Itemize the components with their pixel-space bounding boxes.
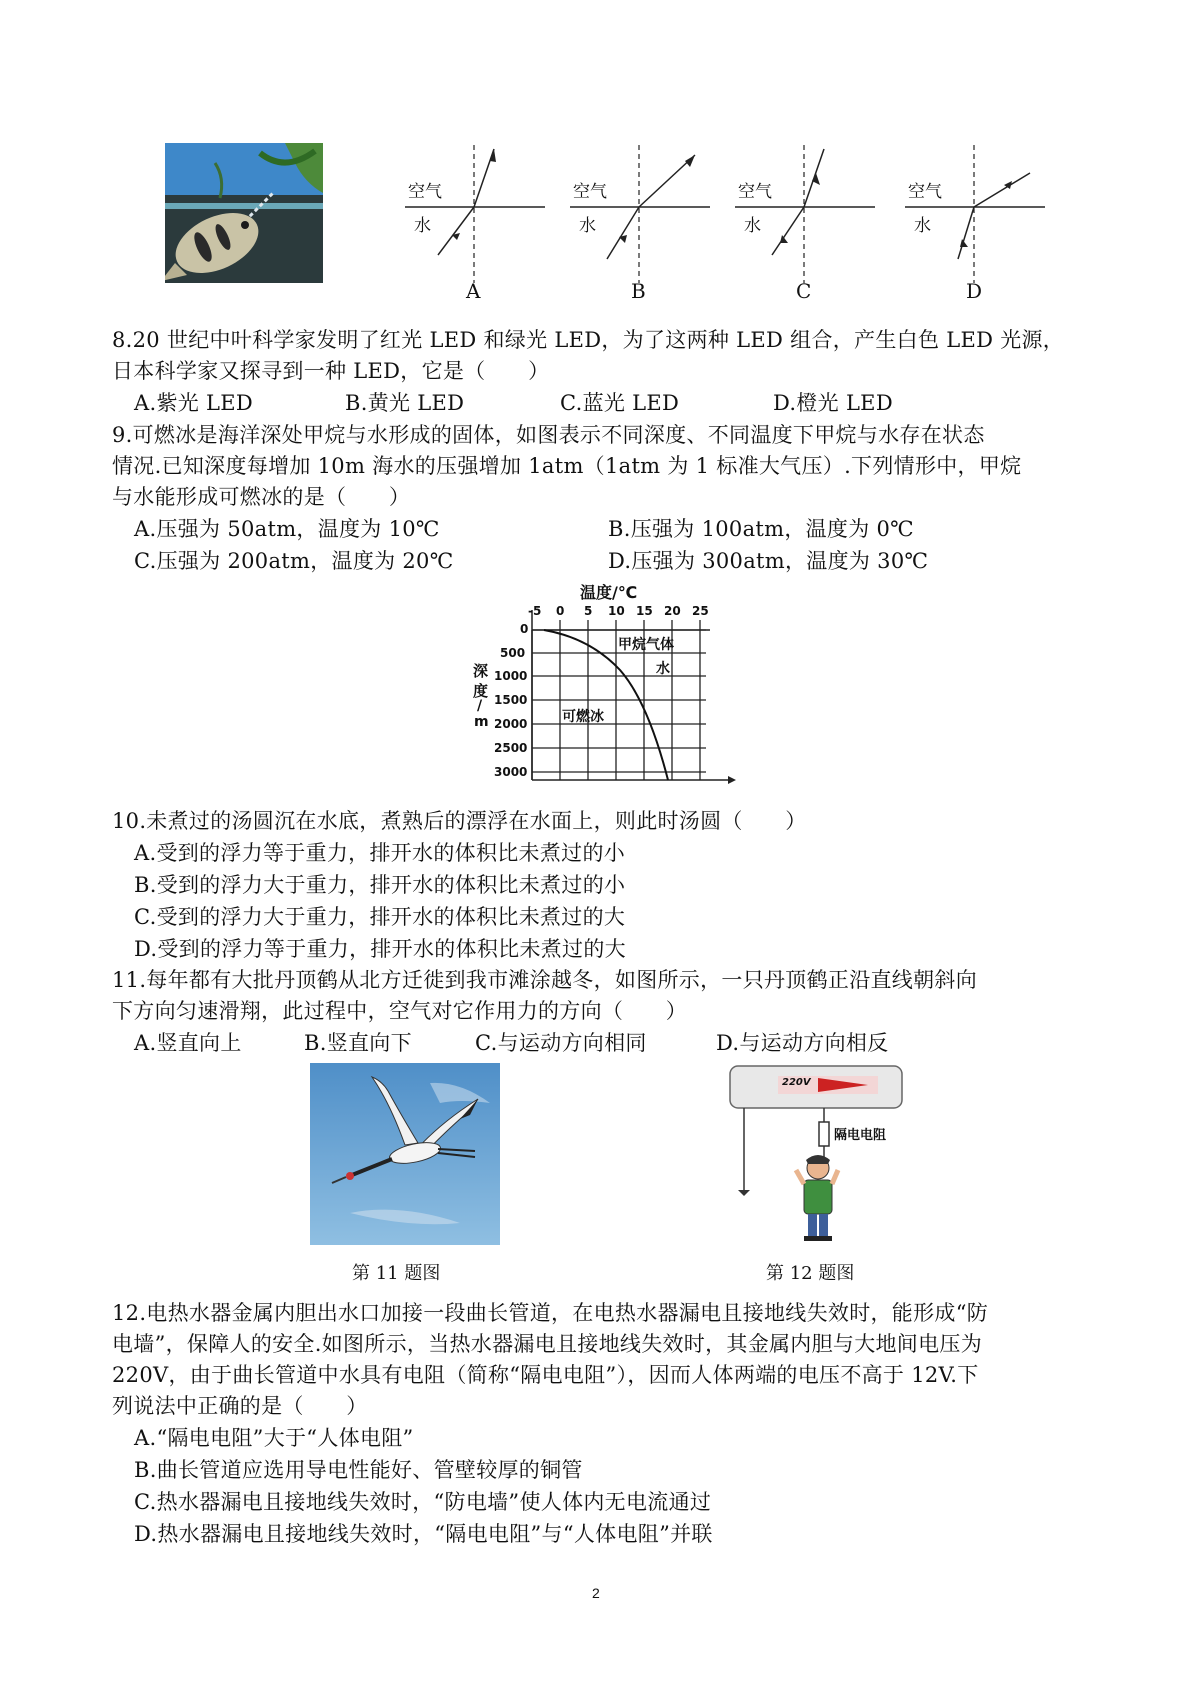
q9-option-b: B.压强为 100atm，温度为 0℃ [608, 517, 914, 541]
q8-option-b: B.黄光 LED [345, 391, 465, 415]
q9-stem-line2: 情况.已知深度每增加 10m 海水的压强增加 1atm（1atm 为 1 标准大气压）.下列情形中，甲烷 [112, 454, 1022, 478]
q8-stem-line2: 日本科学家又探寻到一种 LED，它是（ ） [112, 359, 550, 383]
q12-figure-caption: 第 12 题图 [766, 1263, 855, 1284]
q10-stem: 10.未煮过的汤圆沉在水底，煮熟后的漂浮在水面上，则此时汤圆（ ） [112, 809, 807, 833]
water-label: 水 [579, 216, 596, 236]
option-label-d: D [966, 279, 983, 303]
q8-stem-line1: 8.20 世纪中叶科学家发明了红光 LED 和绿光 LED，为了这两种 LED 组合，产生白色 LED 光源， [112, 328, 1065, 352]
y-title-char: 深 [473, 662, 489, 680]
option-label-c: C [796, 279, 812, 303]
y-tick: 1000 [494, 669, 528, 683]
q9-stem-line1: 9.可燃冰是海洋深处甲烷与水形成的固体，如图表示不同深度、不同温度下甲烷与水存在状态 [112, 423, 985, 447]
archerfish-photo [165, 143, 323, 283]
x-tick: 10 [608, 604, 625, 618]
region-gas-label: 甲烷气体 [618, 637, 674, 653]
option-label-b: B [631, 279, 646, 303]
q9-option-d: D.压强为 300atm，温度为 30℃ [608, 549, 929, 573]
air-label: 空气 [573, 182, 607, 202]
water-label: 水 [744, 216, 761, 236]
y-tick: 2500 [494, 741, 528, 755]
region-ice-label: 可燃冰 [562, 709, 604, 725]
q10-option-b: B.受到的浮力大于重力，排开水的体积比未煮过的小 [134, 873, 626, 897]
q12-stem-line1: 12.电热水器金属内胆出水口加接一段曲长管道，在电热水器漏电且接地线失效时，能形成“防 [112, 1301, 989, 1325]
q11-stem-line2: 下方向匀速滑翔，此过程中，空气对它作用力的方向（ ） [112, 999, 688, 1023]
air-label: 空气 [738, 182, 772, 202]
q11-stem-line1: 11.每年都有大批丹顶鹤从北方迁徙到我市滩涂越冬，如图所示，一只丹顶鹤正沿直线朝斜向 [112, 968, 977, 992]
hydrate-phase-graph [470, 580, 740, 790]
air-label: 空气 [408, 182, 442, 202]
water-label: 水 [414, 216, 431, 236]
option-label-a: A [466, 279, 481, 303]
page-number: 2 [592, 1585, 600, 1601]
q12-option-b: B.曲长管道应选用导电性能好、管壁较厚的铜管 [134, 1458, 583, 1482]
q11-option-d: D.与运动方向相反 [716, 1031, 889, 1055]
q12-option-d: D.热水器漏电且接地线失效时，“隔电电阻”与“人体电阻”并联 [134, 1522, 713, 1546]
refraction-option-c [730, 143, 880, 303]
y-title-char: m [474, 714, 489, 730]
x-tick: 15 [636, 604, 653, 618]
heater-voltage-label: 220V [782, 1077, 811, 1088]
q12-stem-line4: 列说法中正确的是（ ） [112, 1394, 368, 1418]
x-tick: 5 [584, 604, 593, 618]
q12-stem-line2: 电墙”，保障人的安全.如图所示，当热水器漏电且接地线失效时，其金属内胆与大地间电压为 [112, 1332, 983, 1356]
refraction-option-d [900, 143, 1050, 303]
y-tick: 0 [520, 622, 529, 636]
crane-photo [310, 1063, 500, 1245]
y-tick: 1500 [494, 693, 528, 707]
q9-option-a: A.压强为 50atm，温度为 10℃ [134, 517, 440, 541]
q8-option-d: D.橙光 LED [773, 391, 893, 415]
y-tick: 500 [500, 646, 526, 660]
region-water-label: 水 [656, 661, 670, 677]
refraction-option-b [565, 143, 715, 303]
q11-figure-caption: 第 11 题图 [352, 1263, 441, 1284]
q12-stem-line3: 220V，由于曲长管道中水具有电阻（简称“隔电电阻”），因而人体两端的电压不高于 12V.下 [112, 1363, 979, 1387]
x-tick: -5 [528, 604, 542, 618]
y-tick: 2000 [494, 717, 528, 731]
water-heater-figure [718, 1060, 908, 1246]
x-tick: 0 [556, 604, 565, 618]
y-title-char: 度 [473, 682, 489, 700]
q12-option-c: C.热水器漏电且接地线失效时，“防电墙”使人体内无电流通过 [134, 1490, 712, 1514]
y-title-char: / [477, 698, 483, 714]
water-label: 水 [914, 216, 931, 236]
q10-option-c: C.受到的浮力大于重力，排开水的体积比未煮过的大 [134, 905, 626, 929]
q11-option-c: C.与运动方向相同 [475, 1031, 647, 1055]
q8-option-a: A.紫光 LED [134, 391, 254, 415]
graph-x-title: 温度/℃ [580, 583, 638, 602]
q8-option-c: C.蓝光 LED [560, 391, 680, 415]
refraction-option-a [400, 143, 550, 303]
x-tick: 20 [664, 604, 681, 618]
q11-option-b: B.竖直向下 [304, 1031, 412, 1055]
air-label: 空气 [908, 182, 942, 202]
resistor-label: 隔电电阻 [834, 1128, 887, 1143]
q9-stem-line3: 与水能形成可燃冰的是（ ） [112, 485, 411, 509]
x-tick: 25 [692, 604, 709, 618]
q11-option-a: A.竖直向上 [134, 1031, 242, 1055]
q12-option-a: A.“隔电电阻”大于“人体电阻” [134, 1426, 414, 1450]
q10-option-a: A.受到的浮力等于重力，排开水的体积比未煮过的小 [134, 841, 626, 865]
y-tick: 3000 [494, 765, 528, 779]
q9-option-c: C.压强为 200atm，温度为 20℃ [134, 549, 454, 573]
q10-option-d: D.受到的浮力等于重力，排开水的体积比未煮过的大 [134, 937, 626, 961]
